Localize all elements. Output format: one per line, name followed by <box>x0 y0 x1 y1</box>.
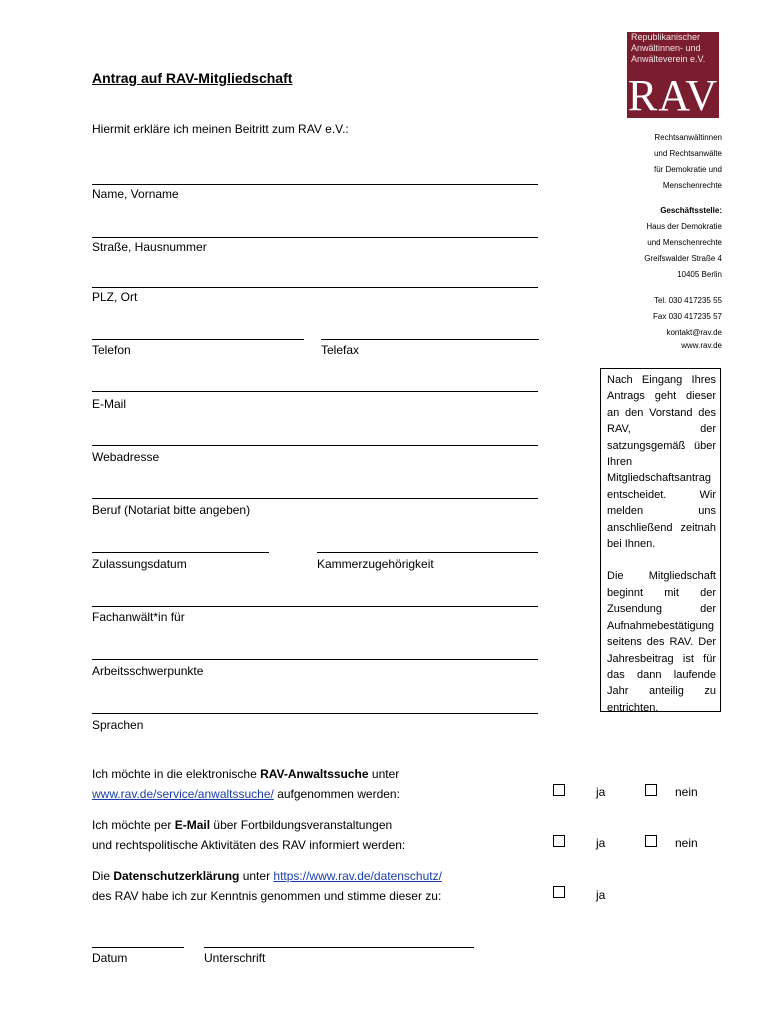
email-yes-checkbox[interactable] <box>553 835 565 847</box>
email-yes-label: ja <box>596 836 606 850</box>
signature-label: Unterschrift <box>204 951 266 965</box>
sidebar-org <box>562 130 722 194</box>
sidebar-org-line: für Demokratie und <box>653 165 722 174</box>
phone-line[interactable] <box>92 339 304 340</box>
profession-line[interactable] <box>92 498 538 499</box>
tel-text: Tel. 030 417235 55 <box>653 296 722 305</box>
privacy-yes-checkbox[interactable] <box>553 886 565 898</box>
field-label-admission: Zulassungsdatum <box>92 557 187 571</box>
q3-post: unter <box>239 869 274 883</box>
question-search <box>92 764 400 804</box>
signature-line[interactable] <box>204 947 474 948</box>
q1-post: unter <box>368 767 400 781</box>
q3-bold: Datenschutzerklärung <box>113 869 240 883</box>
field-label-chamber: Kammerzugehörigkeit <box>317 557 434 571</box>
page-title: Antrag auf RAV-Mitgliedschaft <box>92 70 293 86</box>
q1-line2: aufgenommen werden: <box>273 787 400 801</box>
field-label-languages: Sprachen <box>92 718 144 732</box>
logo-abbr: RAV <box>627 71 719 120</box>
logo-line-1: Republikanischer <box>631 32 701 42</box>
search-no-checkbox[interactable] <box>645 784 657 796</box>
field-label-profession: Beruf (Notariat bitte angeben) <box>92 503 251 517</box>
fax-text: Fax 030 417235 57 <box>653 312 722 321</box>
chamber-line[interactable] <box>317 552 538 553</box>
field-label-specialist: Fachanwält*in für <box>92 610 185 624</box>
question-privacy <box>92 866 442 906</box>
q3-link[interactable]: https://www.rav.de/datenschutz/ <box>273 869 442 883</box>
email-text: kontakt@rav.de <box>666 328 722 337</box>
sidebar-org-line: Rechtsanwältinnen <box>654 133 722 142</box>
web-text: www.rav.de <box>681 341 722 350</box>
address-line: Haus der Demokratie <box>646 222 722 231</box>
email-no-label: nein <box>675 836 698 850</box>
field-label-fax: Telefax <box>321 343 360 357</box>
field-label-name: Name, Vorname <box>92 187 179 201</box>
admission-date-line[interactable] <box>92 552 269 553</box>
city-line[interactable] <box>92 287 538 288</box>
sidebar-office <box>562 203 722 283</box>
q1-bold: RAV-Anwaltssuche <box>260 767 369 781</box>
address-line: Greifswalder Straße 4 <box>644 254 722 263</box>
web-line[interactable] <box>92 445 538 446</box>
rav-logo <box>627 32 719 118</box>
q2-post: über Fortbildungsveranstaltungen <box>210 818 393 832</box>
email-no-checkbox[interactable] <box>645 835 657 847</box>
q3-pre: Die <box>92 869 114 883</box>
notice-paragraph-2: Die Mitgliedschaft beginnt mit der Zusendung der Aufnahmebestätigung seitens des RAV. Der Jahresbeitrag ist für das dann laufende Jahr anteilig zu entrichten. <box>607 570 716 714</box>
field-label-city: PLZ, Ort <box>92 290 138 304</box>
q2-pre: Ich möchte per <box>92 818 175 832</box>
field-label-phone: Telefon <box>92 343 131 357</box>
address-line: und Menschenrechte <box>647 238 722 247</box>
languages-line[interactable] <box>92 713 538 714</box>
intro-text: Hiermit erkläre ich meinen Beitritt zum RAV e.V.: <box>92 122 349 136</box>
date-line[interactable] <box>92 947 184 948</box>
notice-paragraph-1: Nach Eingang Ihres Antrags geht dieser an den Vorstand des RAV, der satzungsgemäß über Ihren Mitgliedschaftsantrag entscheidet. Wir melden uns anschließend zeitnah bei Ihnen. <box>607 374 716 551</box>
q1-link[interactable]: www.rav.de/service/anwaltssuche/ <box>92 787 274 801</box>
fax-line[interactable] <box>321 339 539 340</box>
office-heading: Geschäftsstelle: <box>660 206 722 215</box>
name-line[interactable] <box>92 184 538 185</box>
sidebar-contact <box>562 293 722 325</box>
q1-pre: Ich möchte in die elektronische <box>92 767 261 781</box>
sidebar-org-line: Menschenrechte <box>662 181 722 190</box>
logo-line-3: Anwälteverein e.V. <box>631 54 706 64</box>
field-label-street: Straße, Hausnummer <box>92 240 207 254</box>
q3-line2: des RAV habe ich zur Kenntnis genommen und stimme dieser zu: <box>92 889 442 903</box>
address-line: 10405 Berlin <box>677 270 722 279</box>
date-label: Datum <box>92 951 128 965</box>
q2-bold: E-Mail <box>174 818 211 832</box>
search-no-label: nein <box>675 785 698 799</box>
sidebar-org-line: und Rechtsanwälte <box>653 149 722 158</box>
sidebar-online <box>562 326 722 352</box>
field-label-web: Webadresse <box>92 450 160 464</box>
search-yes-checkbox[interactable] <box>553 784 565 796</box>
street-line[interactable] <box>92 237 538 238</box>
specialist-line[interactable] <box>92 606 538 607</box>
question-email <box>92 815 405 855</box>
q2-line2: und rechtspolitische Aktivitäten des RAV informiert werden: <box>92 838 406 852</box>
field-label-email: E-Mail <box>92 397 127 411</box>
search-yes-label: ja <box>596 785 606 799</box>
privacy-yes-label: ja <box>596 888 606 902</box>
email-line[interactable] <box>92 391 538 392</box>
notice-box <box>600 368 721 712</box>
field-label-focus: Arbeitsschwerpunkte <box>92 664 204 678</box>
focus-line[interactable] <box>92 659 538 660</box>
logo-line-2: Anwältinnen- und <box>631 43 701 53</box>
